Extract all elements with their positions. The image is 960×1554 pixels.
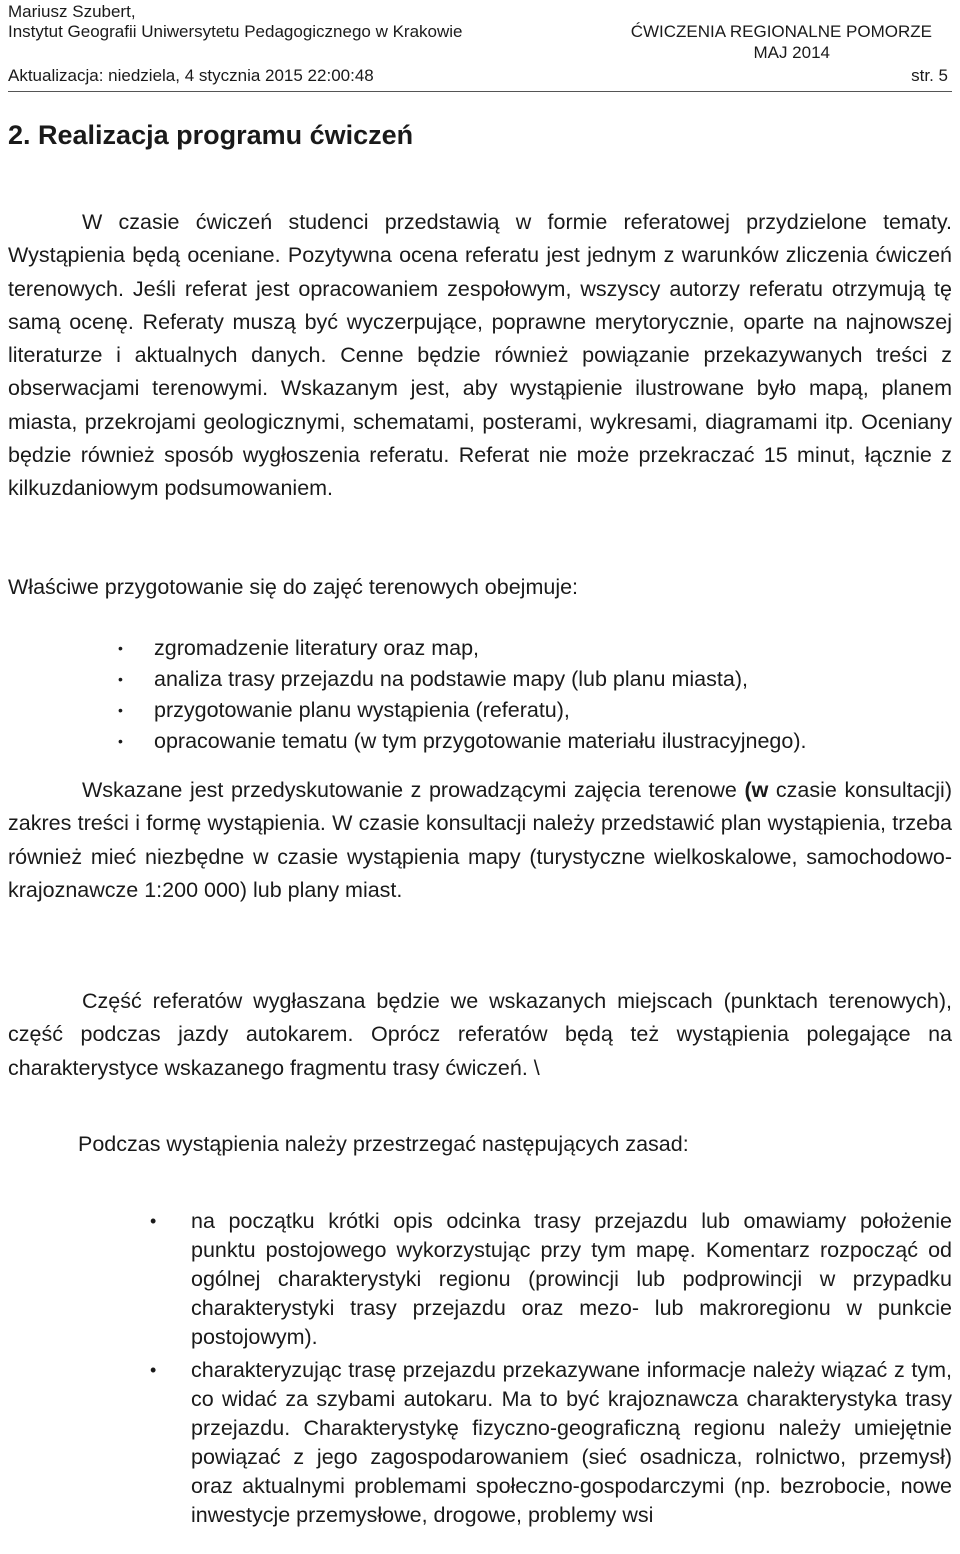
bullet-icon: • xyxy=(150,1211,157,1231)
section-title: 2. Realizacja programu ćwiczeń xyxy=(8,120,414,150)
header-page-number: str. 5 xyxy=(911,66,948,85)
header-date: MAJ 2014 xyxy=(753,43,830,62)
list-item: • charakteryzując trasę przejazdu przekazywane informacje należy wiązać z tym, co widać za szybami autokaru. Ma to być krajoznawcza charakterystyka trasy przejazdu. Charakterystykę fizyczno-geograficzną regionu należy umiejętnie powiązać z jego zagospodarowaniem (sieć osadnicza, rolnictwo, przemysł) oraz aktualnymi problemami społeczno-gospodarczymi (np. bezrobocie, nowe inwestycje przemysłowe, drogowe, problemy wsi xyxy=(150,1358,952,1527)
page-header xyxy=(8,0,952,96)
paragraph-rules-intro: Podczas wystąpienia należy przestrzegać następujących zasad: xyxy=(78,1132,689,1156)
bullet-icon: • xyxy=(118,640,123,656)
bullet-icon: • xyxy=(118,671,123,687)
rules-list xyxy=(8,1207,952,1534)
list-item: • zgromadzenie literatury oraz map, xyxy=(8,633,952,664)
header-divider xyxy=(8,91,952,92)
header-institute: Instytut Geografii Uniwersytetu Pedagogicznego w Krakowie xyxy=(8,22,463,41)
paragraph-consultation: Wskazane jest przedyskutowanie z prowadzącymi zajęcia terenowe (w czasie konsultacji) zakres treści i formę wystąpienia. W czasie konsultacji należy przedstawić plan wystąpienia, trzeba również mieć niezbędne w czasie wystąpienia mapy (turystyczne wielkoskalowe, samochodowo-krajoznawcze 1:200 000) lub plany miast. xyxy=(8,778,952,902)
header-author: Mariusz Szubert, xyxy=(8,2,136,21)
list-item: • opracowanie tematu (w tym przygotowanie materiału ilustracyjnego). xyxy=(8,726,952,757)
bullet-icon: • xyxy=(150,1360,157,1380)
bullet-icon: • xyxy=(118,733,123,749)
bullet-icon: • xyxy=(118,702,123,718)
paragraph-preparation-intro: Właściwe przygotowanie się do zajęć terenowych obejmuje: xyxy=(8,575,579,599)
list-item: • analiza trasy przejazdu na podstawie mapy (lub planu miasta), xyxy=(8,664,952,695)
preparation-list xyxy=(8,633,952,757)
header-updated: Aktualizacja: niedziela, 4 stycznia 2015 22:00:48 xyxy=(8,66,374,85)
list-item: • na początku krótki opis odcinka trasy przejazdu lub omawiamy położenie punktu postojowego wykorzystując przy tym mapę. Komentarz rozpocząć od ogólnej charakterystyki regionu (prowincji lub podprowincji w przypadku charakterystyki trasy przejazdu oraz mezo- lub makroregionu w punkcie postojowym). xyxy=(150,1209,952,1349)
paragraph-delivery: Część referatów wygłaszana będzie we wskazanych miejscach (punktach terenowych), część podczas jazdy autokarem. Oprócz referatów będą też wystąpienia polegające na charakterystyce wskazanego fragmentu trasy ćwiczeń. \ xyxy=(8,989,952,1080)
paragraph-presentations: W czasie ćwiczeń studenci przedstawią w formie referatowej przydzielone tematy. Wystąpienia będą oceniane. Pozytywna ocena referatu jest jednym z warunków zliczenia ćwiczeń terenowych. Jeśli referat jest opracowaniem zespołowym, wszyscy autorzy referatu otrzymują tę samą ocenę. Referaty muszą być wyczerpujące, poprawne merytorycznie, oparte na najnowszej literaturze i aktualnych danych. Cenne będzie również powiązanie przekazywanych treści z obserwacjami terenowymi. Wskazanym jest, aby wystąpienie ilustrowane było mapą, planem miasta, przekrojami geologicznymi, schematami, posterami, wykresami, diagramami itp. Oceniany będzie również sposób wygłoszenia referatu. Referat nie może przekraczać 15 minut, łącznie z kilkuzdaniowym podsumowaniem. xyxy=(8,210,952,501)
header-event: ĆWICZENIA REGIONALNE POMORZE xyxy=(630,22,932,41)
list-item: • przygotowanie planu wystąpienia (referatu), xyxy=(8,695,952,726)
